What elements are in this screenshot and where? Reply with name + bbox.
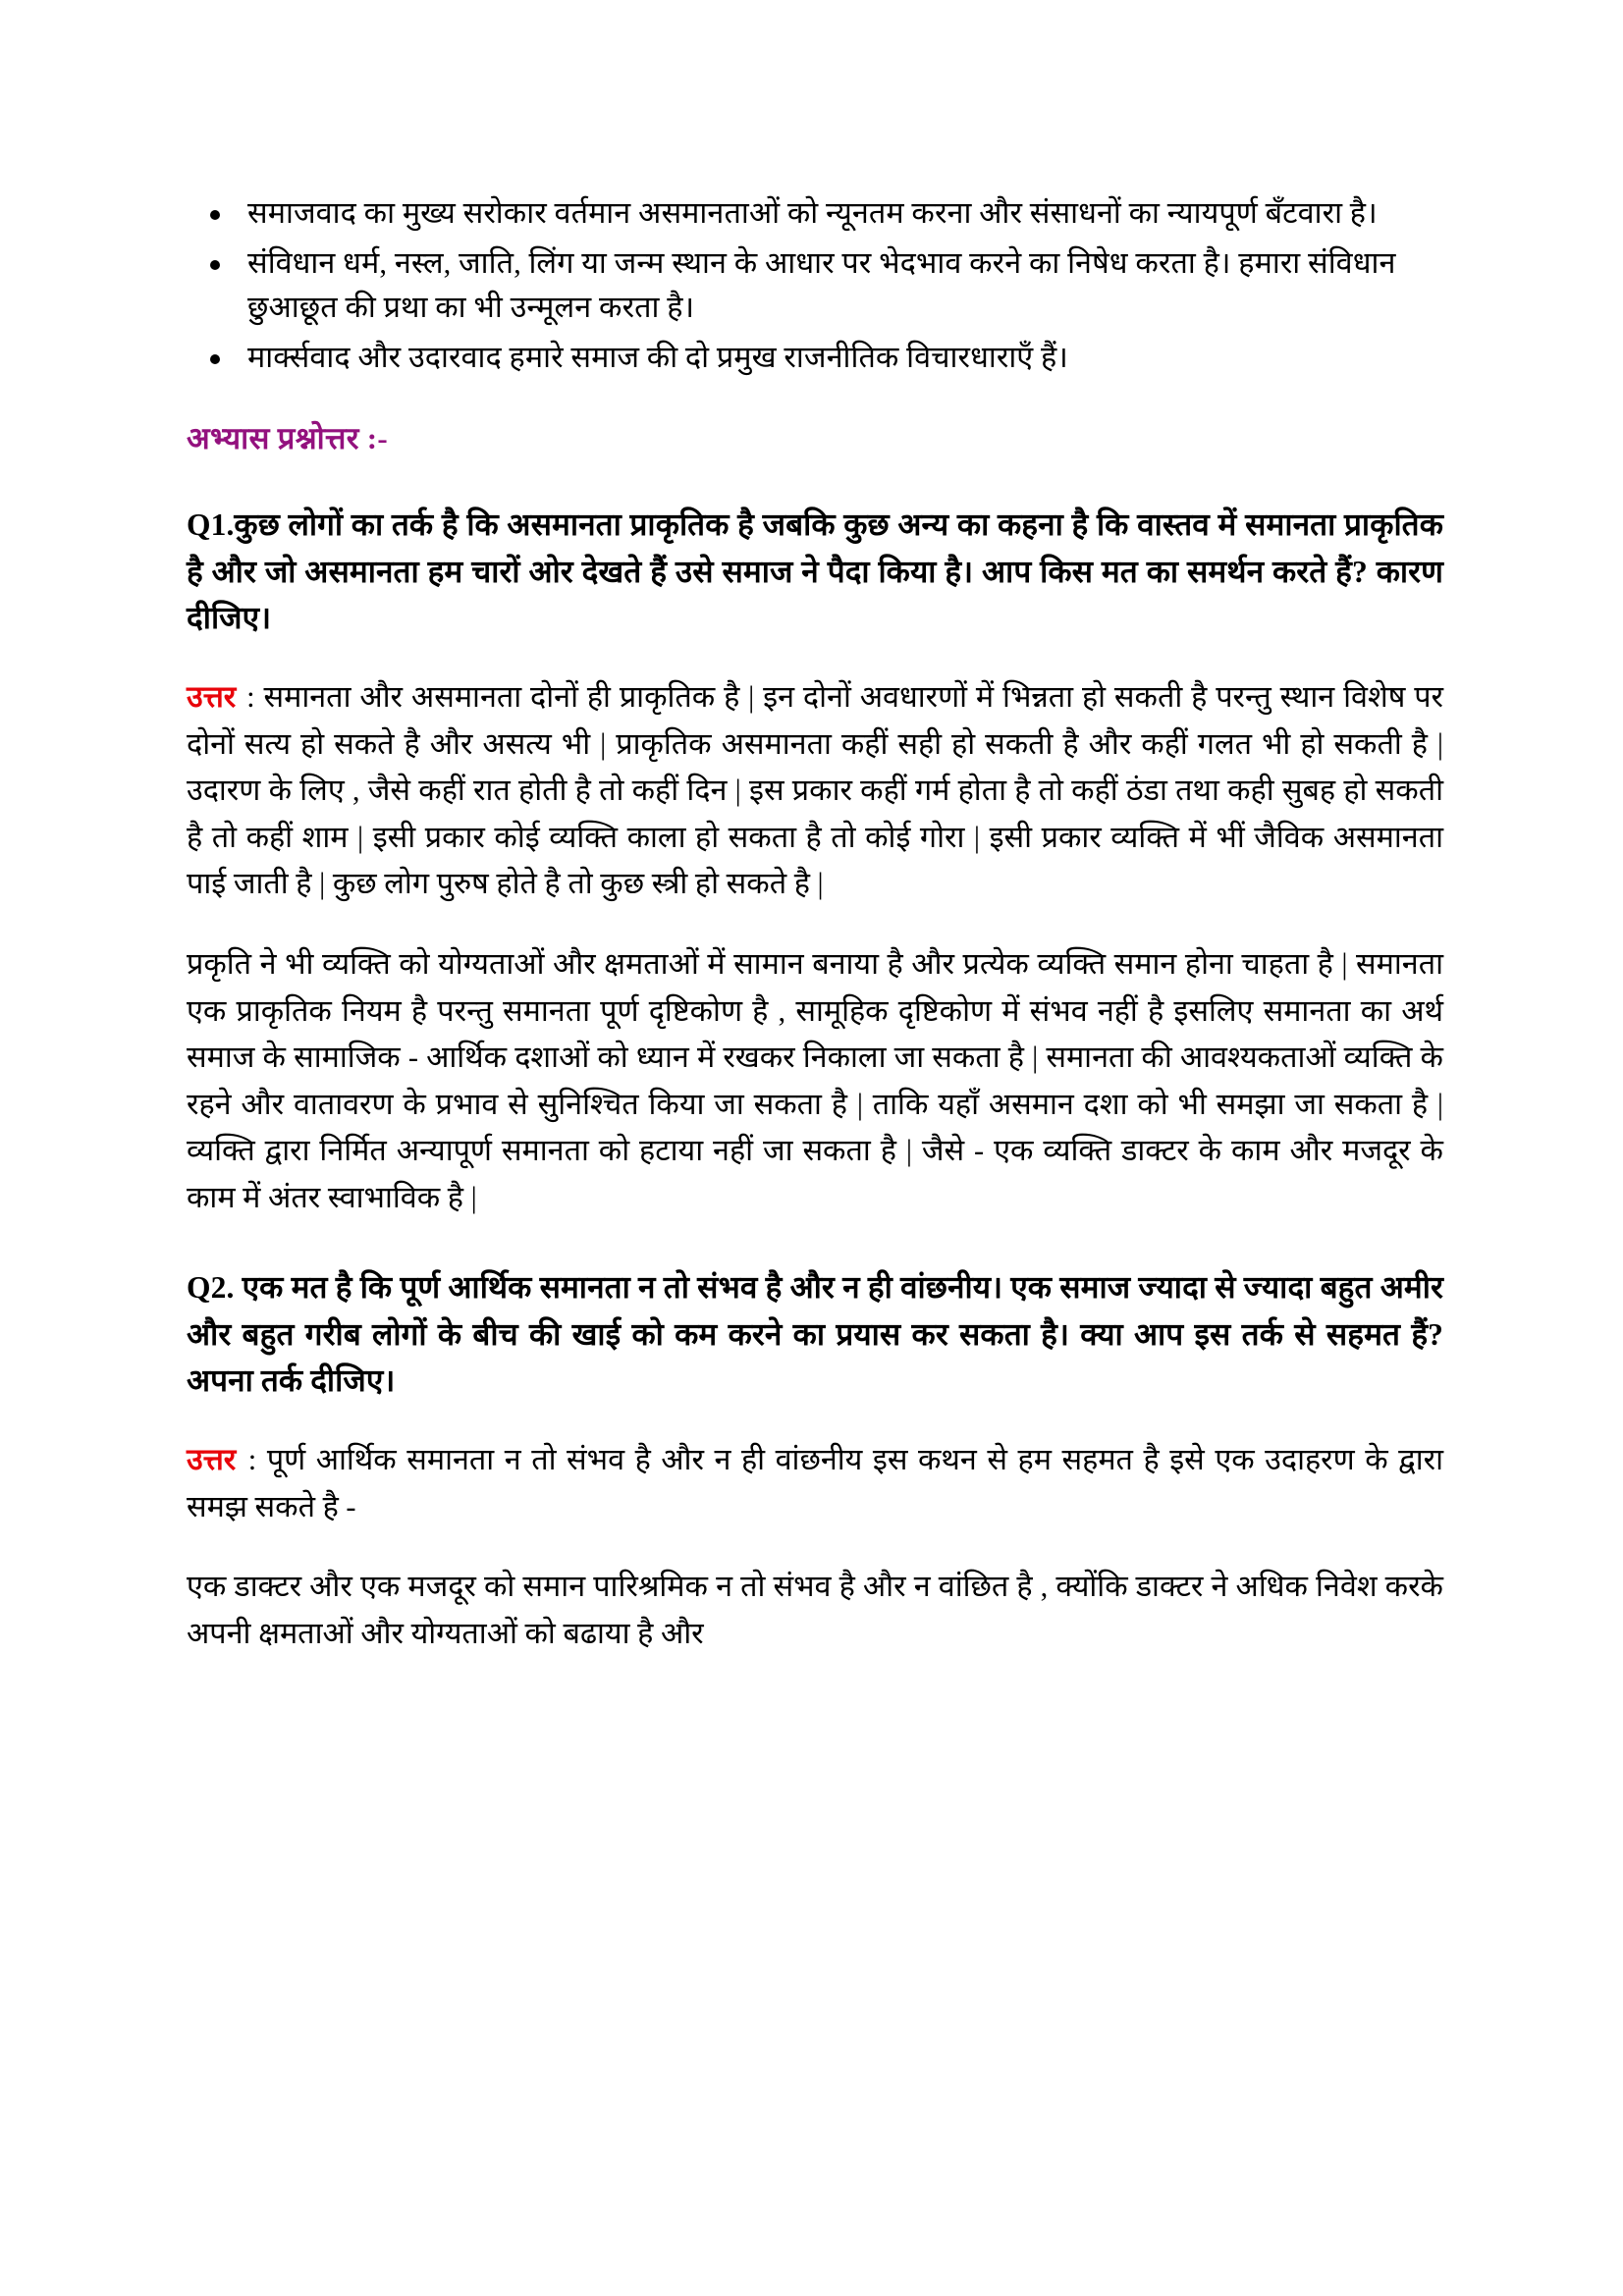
- answer-1-paragraph-2: प्रकृति ने भी व्यक्ति को योग्यताओं और क्षमताओं में सामान बनाया है और प्रत्येक व्यक्ति समान होना चाहता है | समानता एक प्राकृतिक नियम है परन्तु समानता पूर्ण दृष्टिकोण है , सामूहिक दृष्टिकोण में संभव नहीं है इसलिए समानता का अर्थ समाज के सामाजिक - आर्थिक दशाओं को ध्यान में रखकर निकाला जा सकता है | समानता की आवश्यकताओं व्यक्ति के रहने और वातावरण के प्रभाव से सुनिश्चित किया जा सकता है | ताकि यहाँ असमान दशा को भी समझा जा सकता है | व्यक्ति द्वारा निर्मित अन्यापूर्ण समानता को हटाया नहीं जा सकता है | जैसे - एक व्यक्ति डाक्टर के काम और मजदूर के काम में अंतर स्वाभाविक है |: [187, 946, 1443, 1214]
- answer-label: उत्तर: [187, 1443, 237, 1477]
- answer-colon: :: [238, 680, 264, 715]
- answer-2-paragraph-1: [187, 1437, 1443, 1530]
- answer-body: पूर्ण आर्थिक समानता न तो संभव है और न ही वांछनीय इस कथन से हम सहमत है इसे एक उदाहरण के द्वारा समझ सकते है -: [187, 1443, 1443, 1523]
- summary-bullet-list: [187, 191, 1443, 381]
- question-2-text: Q2. एक मत है कि पूर्ण आर्थिक समानता न तो संभव है और न ही वांछनीय। एक समाज ज्यादा से ज्यादा बहुत अमीर और बहुत गरीब लोगों के बीच की खाई को कम करने का प्रयास कर सकता है। क्या आप इस तर्क से सहमत हैं? अपना तर्क दीजिए।: [187, 1270, 1443, 1398]
- answer-1-paragraph-1: [187, 674, 1443, 908]
- question-1-text: Q1.कुछ लोगों का तर्क है कि असमानता प्राकृतिक है जबकि कुछ अन्य का कहना है कि वास्तव में समानता प्राकृतिक है और जो असमानता हम चारों ओर देखते हैं उसे समाज ने पैदा किया है। आप किस मत का समर्थन करते हैं? कारण दीजिए।: [187, 507, 1443, 635]
- list-item: मार्क्सवाद और उदारवाद हमारे समाज की दो प्रमुख राजनीतिक विचारधाराएँ हैं।: [187, 336, 1443, 380]
- section-heading-practice-qa: अभ्यास प्रश्नोत्तर :-: [187, 420, 388, 455]
- answer-label: उत्तर: [187, 680, 237, 715]
- list-item: समाजवाद का मुख्य सरोकार वर्तमान असमानताओं को न्यूनतम करना और संसाधनों का न्यायपूर्ण बँटवारा है।: [187, 191, 1443, 236]
- answer-body: समानता और असमानता दोनों ही प्राकृतिक है | इन दोनों अवधारणों में भिन्नता हो सकती है परन्तु स्थान विशेष पर दोनों सत्य हो सकते है और असत्य भी | प्राकृतिक असमानता कहीं सही हो सकती है और कहीं गलत भी हो सकती है | उदारण के लिए , जैसे कहीं रात होती है तो कहीं दिन | इस प्रकार कहीं गर्म होता है तो कहीं ठंडा तथा कही सुबह हो सकती है तो कहीं शाम | इसी प्रकार कोई व्यक्ति काला हो सकता है तो कोई गोरा | इसी प्रकार व्यक्ति में भीं जैविक असमानता पाई जाती है | कुछ लोग पुरुष होते है तो कुछ स्त्री हो सकते है |: [187, 680, 1443, 901]
- answer-2-paragraph-2: एक डाक्टर और एक मजदूर को समान पारिश्रमिक न तो संभव है और न वांछित है , क्योंकि डाक्टर ने अधिक निवेश करके अपनी क्षमताओं और योग्यताओं को बढाया है और: [187, 1570, 1443, 1650]
- list-item: संविधान धर्म, नस्ल, जाति, लिंग या जन्म स्थान के आधार पर भेदभाव करने का निषेध करता है। हमारा संविधान छुआछूत की प्रथा का भी उन्मूलन करता है।: [187, 241, 1443, 330]
- page-content: [187, 191, 1443, 1658]
- answer-colon: :: [238, 1443, 267, 1477]
